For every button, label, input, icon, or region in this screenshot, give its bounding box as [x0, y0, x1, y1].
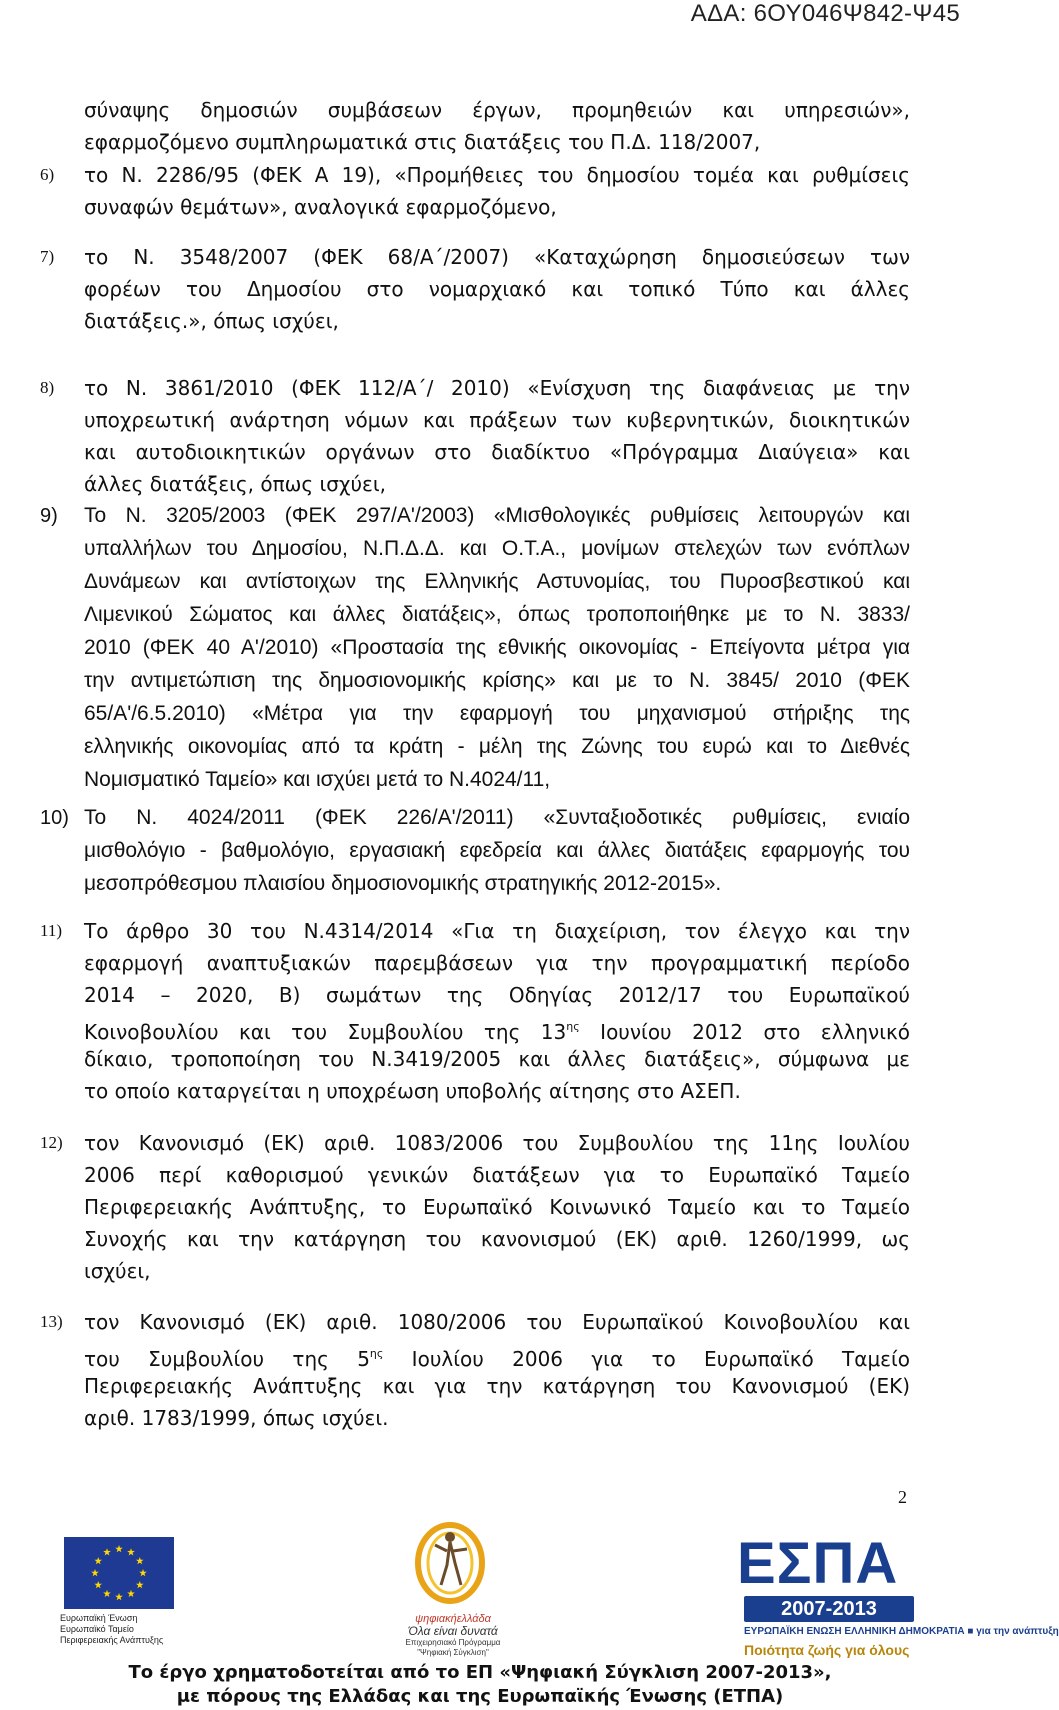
text-line: Το άρθρο 30 του Ν.4314/2014 «Για τη διαχείριση, τον έλεγχο και την: [84, 919, 910, 943]
eu-caption-line: Ευρωπαϊκή Ένωση: [60, 1613, 138, 1623]
text-line: Το Ν. 3205/2003 (ΦΕΚ 297/Α'/2003) «Μισθολογικές ρυθμίσεις λειτουργών και: [84, 504, 910, 527]
text-line: σύναψης δημοσιών συμβάσεων έργων, προμηθειών και υπηρεσιών»,: [84, 98, 910, 122]
text-line: Νομισματικό Ταμείο» και ισχύει μετά το Ν.4024/11,: [84, 768, 551, 791]
text-line: 2006 περί καθορισμού γενικών διατάξεων για το Ευρωπαϊκό Ταμείο: [84, 1163, 910, 1187]
text-line: δίκαιο, τροποποίηση του Ν.3419/2005 και άλλες διατάξεις», σύμφωνα με: [84, 1047, 910, 1071]
item-number: 11): [40, 921, 63, 940]
text-line: τον Κανονισμό (ΕΚ) αριθ. 1083/2006 του Συμβουλίου της 11ης Ιουλίου: [84, 1131, 910, 1155]
text-line: την αντιμετώπιση της δημοσιονομικής κρίσης» και με το Ν. 3845/ 2010 (ΦΕΚ: [84, 669, 910, 692]
item-number: 6): [40, 165, 55, 184]
text-line: το Ν. 3861/2010 (ΦΕΚ 112/Α΄/ 2010) «Ενίσχυση της διαφάνειας με την: [84, 376, 910, 400]
text-line: άλλες διατάξεις, όπως ισχύει,: [84, 472, 386, 496]
superscript: ης: [369, 1347, 384, 1360]
text-line: ελληνικής οικονομίας από τα κράτη - μέλη της Ζώνης του ευρώ και το Διεθνές: [84, 735, 910, 758]
text-line: αριθ. 1783/1999, όπως ισχύει.: [84, 1406, 389, 1430]
funding-statement: με πόρους της Ελλάδας και της Ευρωπαϊκής Ένωσης (ΕΤΠΑ): [176, 1686, 784, 1707]
text-line: μεσοπρόθεσμου πλαισίου δημοσιονομικής στρατηγικής 2012-2015».: [84, 872, 722, 895]
ada-code: ΑΔΑ: 6ΟΥ046Ψ842-Ψ45: [690, 0, 960, 27]
text-line: Συνοχής και την κατάργηση του κανονισμού (ΕΚ) αριθ. 1260/1999, ως: [84, 1227, 910, 1251]
eu-caption-line: Ευρωπαϊκό Ταμείο: [60, 1624, 134, 1634]
item-number: 13): [40, 1312, 63, 1331]
item-number: 7): [40, 247, 55, 266]
superscript: ης: [566, 1020, 580, 1033]
eu-caption: [60, 1613, 190, 1646]
espa-motto: Ποιότητα ζωής για όλους: [744, 1642, 910, 1658]
digital-logo-slogan: Όλα είναι δυνατά: [408, 1624, 498, 1638]
text-line: Λιμενικού Σώματος και άλλες διατάξεις», όπως τροποποιήθηκε με το Ν. 3833/: [84, 603, 910, 626]
text-line: το οποίο καταργείται η υποχρέωση υποβολής αίτησης στο ΑΣΕΠ.: [84, 1079, 741, 1103]
text-fragment: Ιουλίου 2006 για το Ευρωπαϊκό Ταμείο: [383, 1347, 910, 1371]
digital-convergence-logo-icon: [395, 1515, 505, 1625]
page-number: 2: [898, 1487, 907, 1507]
digital-logo-name: ψηφιακήελλάδα: [415, 1613, 491, 1625]
espa-flags-strip: ΕΥΡΩΠΑΪΚΗ ΕΝΩΣΗ ΕΛΛΗΝΙΚΗ ΔΗΜΟΚΡΑΤΙΑ ■ για την ανάπτυξη: [744, 1626, 1059, 1637]
text-line: ισχύει,: [84, 1259, 151, 1283]
text-fragment: του Συμβουλίου της 5: [84, 1347, 370, 1371]
text-line: υποχρεωτική ανάρτηση νόμων και πράξεων των κυβερνητικών, διοικητικών: [84, 408, 910, 432]
text-line: και αυτοδιοικητικών οργάνων στο διαδίκτυο «Πρόγραμμα Διαύγεια» και: [84, 440, 910, 464]
text-line: 65/Α'/6.5.2010) «Μέτρα για την εφαρμογή του μηχανισμού στήριξης της: [84, 702, 910, 725]
funding-statement: Το έργο χρηματοδοτείται από το ΕΠ «Ψηφιακή Σύγκλιση 2007-2013»,: [128, 1662, 832, 1683]
text-line: φορέων του Δημοσίου στο νομαρχιακό και τοπικό Τύπο και άλλες: [84, 277, 910, 301]
digital-convergence-caption: [378, 1613, 528, 1658]
text-line: 2010 (ΦΕΚ 40 Α'/2010) «Προστασία της εθνικής οικονομίας - Επείγοντα μέτρα για: [84, 636, 910, 659]
eu-flag-icon: [64, 1537, 174, 1609]
item-number: 10): [40, 807, 69, 829]
text-line: συναφών θεμάτων», αναλογικά εφαρμοζόμενο,: [84, 195, 557, 219]
text-line: μισθολόγιο - βαθμολόγιο, εργασιακή εφεδρεία και άλλες διατάξεις εφαρμογής του: [84, 839, 910, 862]
eu-caption-line: Περιφερειακής Ανάπτυξης: [60, 1635, 164, 1645]
text-line: υπαλλήλων του Δημοσίου, Ν.Π.Δ.Δ. και Ο.Τ.Α., μονίμων στελεχών των ενόπλων: [84, 537, 910, 560]
espa-logo-years: 2007-2013: [744, 1596, 914, 1622]
text-line: εφαρμογή αναπτυξιακών παρεμβάσεων για την προγραμματική περίοδο: [84, 951, 910, 975]
text-line: τον Κανονισμό (ΕΚ) αριθ. 1080/2006 του Ευρωπαϊκού Κοινοβουλίου και: [84, 1310, 910, 1334]
funding-footer: [0, 1510, 1059, 1710]
text-line: το Ν. 2286/95 (ΦΕΚ Α 19), «Προμήθειες του δημοσίου τομέα και ρυθμίσεις: [84, 163, 910, 187]
espa-logo-title: ΕΣΠΑ: [737, 1531, 899, 1596]
digital-logo-program: "Ψηφιακή Σύγκλιση": [417, 1648, 489, 1657]
text-fragment: Ιουνίου 2012 στο ελληνικό: [579, 1020, 910, 1044]
text-line: Περιφερειακής Ανάπτυξης και για την κατάργηση του Κανονισμού (ΕΚ): [84, 1374, 910, 1398]
text-line: το Ν. 3548/2007 (ΦΕΚ 68/Α΄/2007) «Καταχώρηση δημοσιεύσεων των: [84, 245, 910, 269]
item-number: 12): [40, 1133, 63, 1152]
text-line: 2014 – 2020, Β) σωμάτων της Οδηγίας 2012/17 του Ευρωπαϊκού: [84, 983, 910, 1007]
text-line: εφαρμοζόμενο συμπληρωματικά στις διατάξεις του Π.Δ. 118/2007,: [84, 130, 761, 154]
text-fragment: Κοινοβουλίου και του Συμβουλίου της 13: [84, 1020, 567, 1044]
text-line: Το Ν. 4024/2011 (ΦΕΚ 226/Α'/2011) «Συνταξιοδοτικές ρυθμίσεις, ενιαίο: [84, 806, 910, 829]
item-number: 8): [40, 378, 55, 397]
digital-logo-program: Επιχειρησιακό Πρόγραμμα: [405, 1638, 501, 1647]
text-line: διατάξεις.», όπως ισχύει,: [84, 309, 339, 333]
text-line: Δυνάμεων και αντίστοιχων της Ελληνικής Αστυνομίας, του Πυροσβεστικού και: [84, 570, 910, 593]
item-number: 9): [40, 505, 58, 527]
text-line: Περιφερειακής Ανάπτυξης, το Ευρωπαϊκό Κοινωνικό Ταμείο και το Ταμείο: [84, 1195, 910, 1219]
